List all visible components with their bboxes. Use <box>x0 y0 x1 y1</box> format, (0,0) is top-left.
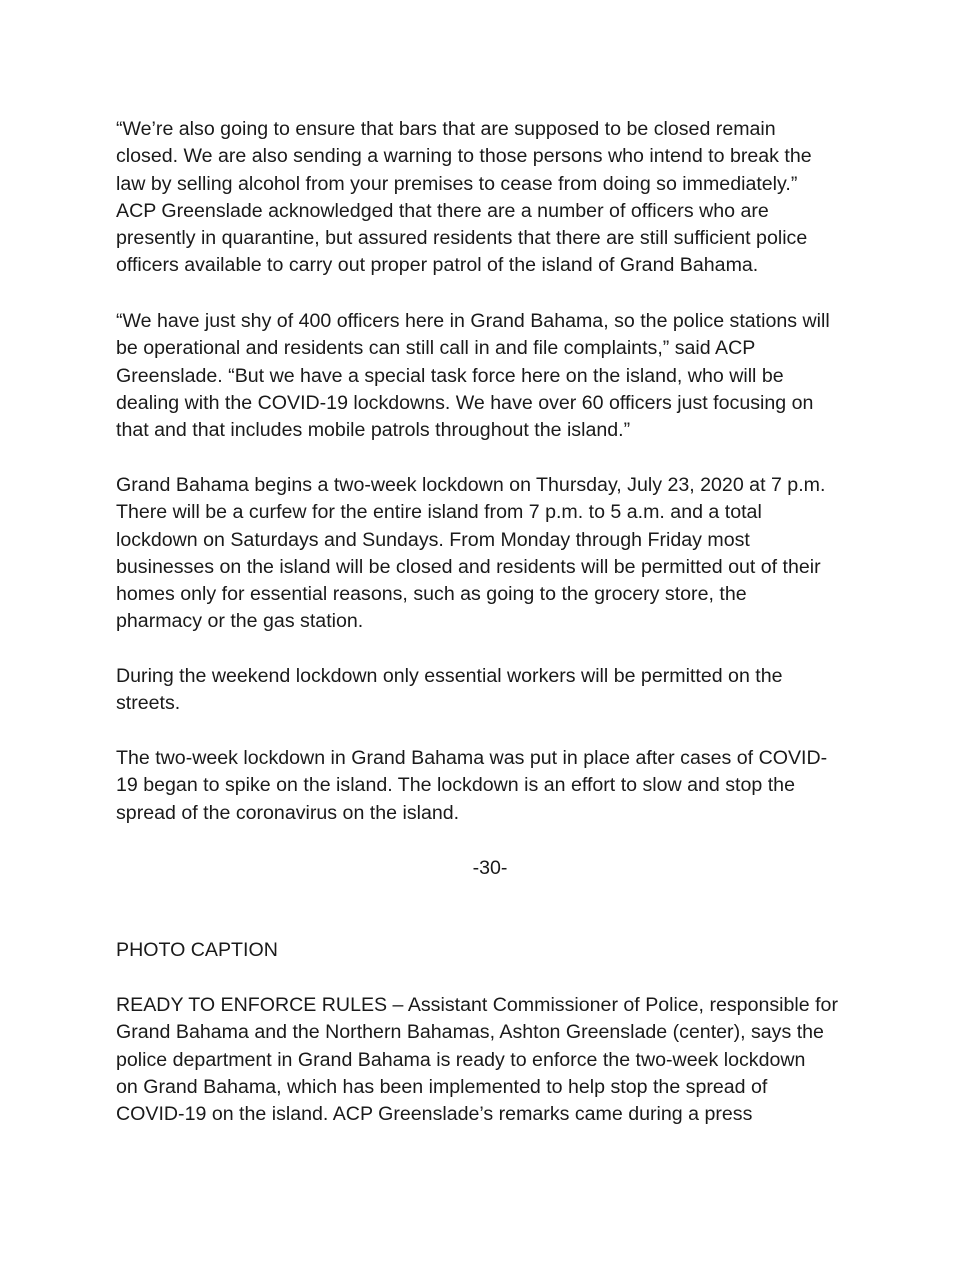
text-line: The two-week lockdown in Grand Bahama was put in place after cases of COVID- <box>116 747 828 769</box>
paragraph-bars-warning <box>116 116 876 280</box>
text-line: that and that includes mobile patrols throughout the island.” <box>116 419 631 442</box>
text-line: streets. <box>116 692 181 715</box>
text-line: businesses on the island will be closed and residents will be permitted out of their <box>116 555 821 578</box>
text-line: “We have just shy of 400 officers here in Grand Bahama, so the police stations will <box>116 310 830 332</box>
text-line: dealing with the COVID-19 lockdowns. We have over 60 officers just focusing on <box>116 391 814 414</box>
text-line: Greenslade. “But we have a special task force here on the island, who will be <box>116 364 784 387</box>
text-line: ACP Greenslade acknowledged that there are a number of officers who are <box>116 199 769 222</box>
caption-heading-text: PHOTO CAPTION <box>116 939 278 961</box>
paragraph-officers <box>116 308 876 444</box>
text-line: homes only for essential reasons, such as going to the grocery store, the <box>116 583 747 606</box>
text-line: lockdown on Saturdays and Sundays. From Monday through Friday most <box>116 528 750 551</box>
text-line: Grand Bahama and the Northern Bahamas, Ashton Greenslade (center), says the <box>116 1021 824 1044</box>
text-line: Grand Bahama begins a two-week lockdown on Thursday, July 23, 2020 at 7 p.m. <box>116 474 826 496</box>
caption-heading <box>116 937 876 964</box>
paragraph-weekend <box>116 663 876 718</box>
text-line: “We’re also going to ensure that bars that are supposed to be closed remain <box>116 118 776 140</box>
text-line: 19 began to spike on the island. The lockdown is an effort to slow and stop the <box>116 774 795 797</box>
text-line: closed. We are also sending a warning to those persons who intend to break the <box>116 145 812 168</box>
text-line: There will be a curfew for the entire island from 7 p.m. to 5 a.m. and a total <box>116 501 762 524</box>
text-line: During the weekend lockdown only essential workers will be permitted on the <box>116 665 783 687</box>
end-mark: -30- <box>472 857 508 879</box>
text-line: READY TO ENFORCE RULES – Assistant Commissioner of Police, responsible for <box>116 994 838 1016</box>
text-line: on Grand Bahama, which has been implemented to help stop the spread of <box>116 1075 768 1098</box>
text-line: police department in Grand Bahama is ready to enforce the two-week lockdown <box>116 1048 806 1071</box>
paragraph-lockdown-schedule <box>116 472 876 636</box>
text-line: COVID-19 on the island. ACP Greenslade’s remarks came during a press <box>116 1103 753 1126</box>
text-line: spread of the coronavirus on the island. <box>116 801 460 824</box>
paragraph-covid-spike <box>116 745 876 827</box>
text-line: be operational and residents can still call in and file complaints,” said ACP <box>116 337 756 360</box>
text-line: presently in quarantine, but assured residents that there are still sufficient police <box>116 227 808 250</box>
text-line: pharmacy or the gas station. <box>116 610 364 633</box>
text-line: officers available to carry out proper patrol of the island of Grand Bahama. <box>116 254 759 277</box>
photo-caption <box>116 992 876 1128</box>
text-line: law by selling alcohol from your premises to cease from doing so immediately.” <box>116 172 798 195</box>
